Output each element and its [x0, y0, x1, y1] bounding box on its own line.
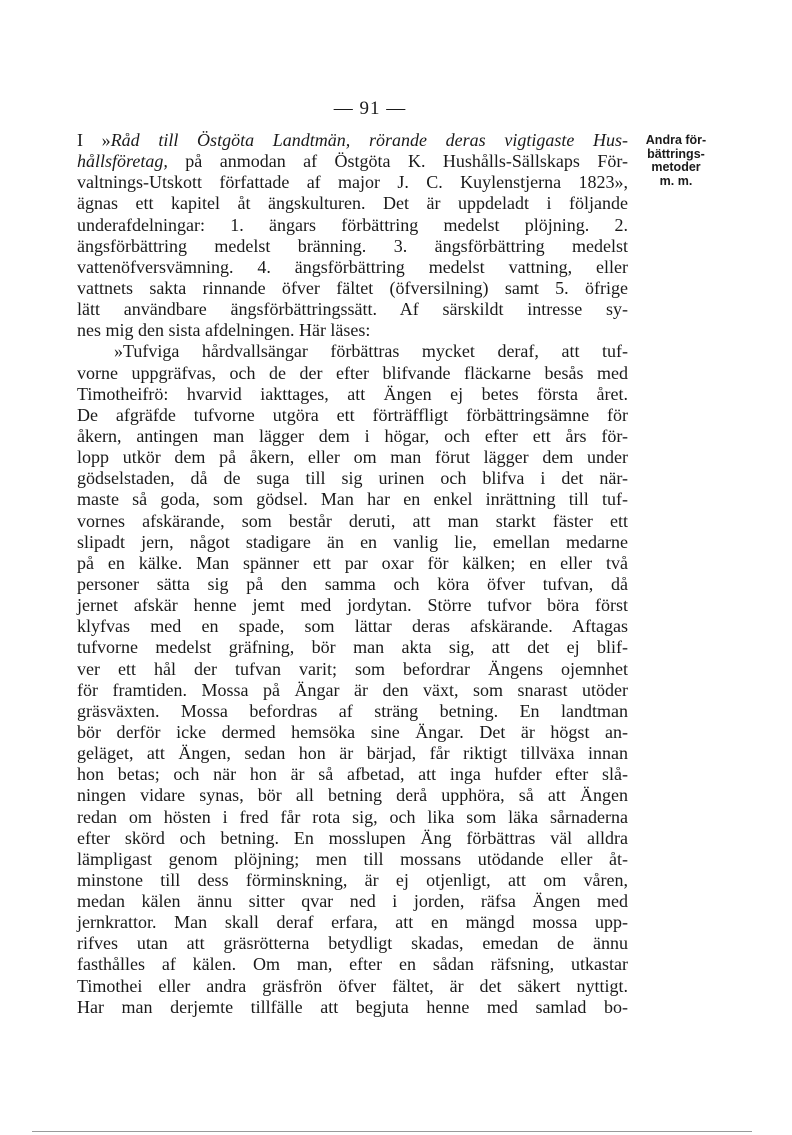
text-line: åkern, antingen man lägger dem i högar, och efter ett års för- [77, 425, 628, 446]
margin-note-line: metoder [651, 160, 701, 174]
text-line: personer sätta sig på den samma och köra öfver tufvan, då [77, 573, 628, 594]
margin-note-line: m. m. [659, 173, 693, 188]
text-line: på en kälke. Man spänner ett par oxar för kälken; en eller två [77, 552, 628, 573]
page-edge-rule [32, 1131, 752, 1132]
text-line: tufvorne medelst gräfning, bör man akta sig, att det ej blif- [77, 637, 628, 658]
text-line: medan kälen ännu sitter qvar ned i jorden, räfsa Ängen med [77, 891, 628, 912]
margin-note-line: bättrings- [647, 146, 705, 161]
text-line: ver ett hål der tufvan varit; som befordrar Ängens ojemnhet [77, 658, 628, 679]
text-line: rifves utan att gräsrötterna betydligt skadas, emedan de ännu [77, 933, 628, 954]
text-line: fasthålles af kälen. Om man, efter en sådan räfsning, utkastar [77, 954, 628, 975]
text-line: lämpligast genom plöjning; men till mossans utödande eller åt- [77, 848, 628, 869]
text-line: jernkrattor. Man skall deraf erfara, att en mängd mossa upp- [77, 912, 628, 933]
text-line: gräsväxten. Mossa befordras af sträng betning. En landtman [77, 700, 628, 721]
page-number: — 91 — [333, 98, 407, 119]
text-line: efter skörd och betning. En mosslupen Äng förbättras väl alldra [77, 827, 628, 848]
text-line: vattnets sakta rinnande öfver fältet (öfversilning) samt 5. öfrige [77, 277, 628, 298]
text-line: redan om hösten i fred får rota sig, och lika som läka sårnaderna [77, 806, 628, 827]
text-line: gödselstaden, då de suga till sig urinen och blifva i det när- [77, 468, 628, 489]
margin-note [638, 134, 714, 188]
text-line: hon betas; och när hon är så afbetad, att inga hufder efter slå- [77, 764, 628, 785]
text-line: ningen vidare synas, bör all betning derå upphöra, så att Ängen [77, 785, 628, 806]
text-line: hållsföretag, på anmodan af Östgöta K. Hushålls-Sällskaps För- [77, 151, 628, 172]
text-line: I »Råd till Östgöta Landtmän, rörande deras vigtigaste Hus- [77, 130, 628, 150]
text-line: underafdelningar: 1. ängars förbättring medelst plöjning. 2. [77, 214, 628, 235]
text-line: valtnings-Utskott författade af major J. C. Kuylenstjerna 1823», [77, 172, 628, 193]
text-line: Har man derjemte tillfälle att begjuta henne med samlad bo- [77, 996, 628, 1017]
body-text [77, 130, 628, 1018]
text-line: ägnas ett kapitel åt ängskulturen. Det är uppdeladt i följande [77, 193, 628, 214]
text-line: för framtiden. Mossa på Ängar är den växt, som snarast utöder [77, 679, 628, 700]
margin-note-line: Andra för- [645, 133, 707, 147]
text-line: maste så goda, som gödsel. Man har en enkel inrättning till tuf- [77, 489, 628, 510]
text-line: lätt användbare ängsförbättringssätt. Af särskildt intresse sy- [77, 299, 628, 320]
text-line: klyfvas med en spade, som lättar deras afskärande. Aftagas [77, 616, 628, 637]
text-line: »Tufviga hårdvallsängar förbättras mycket deraf, att tuf- [114, 341, 628, 362]
text-line: bör derför icke dermed hemsöka sine Ängar. Det är högst an- [77, 721, 628, 742]
text-line: vorne uppgräfvas, och de der efter blifvande fläckarne besås med [77, 362, 628, 383]
text-line: vattenöfversvämning. 4. ängsförbättring medelst vattning, eller [77, 256, 628, 277]
text-line: vornes afskärande, som består deruti, att man starkt fäster ett [77, 510, 628, 531]
text-line: lopp utkör dem på åkern, eller om man förut lägger dem under [77, 447, 628, 468]
text-line: slipadt jern, något stadigare än en vanlig lie, emellan medarne [77, 531, 628, 552]
text-line: jernet afskär henne jemt med jordytan. Större tufvor böra först [77, 595, 628, 616]
text-line: Timotheifrö: hvarvid iakttages, att Ängen ej betes första året. [77, 383, 628, 404]
text-line: minstone till dess förminskning, är ej otjenligt, att om våren, [77, 869, 628, 890]
text-line: geläget, att Ängen, sedan hon är bärjad, får riktigt tillväxa innan [77, 743, 628, 764]
text-line: Timothei eller andra gräsfrön öfver fältet, är det säkert nyttigt. [77, 975, 628, 996]
text-line: ängsförbättring medelst bränning. 3. ängsförbättring medelst [77, 235, 628, 256]
text-line: De afgräfde tufvorne utgöra ett förträffligt förbättringsämne för [77, 404, 628, 425]
text-line: nes mig den sista afdelningen. Här läses: [77, 320, 371, 341]
